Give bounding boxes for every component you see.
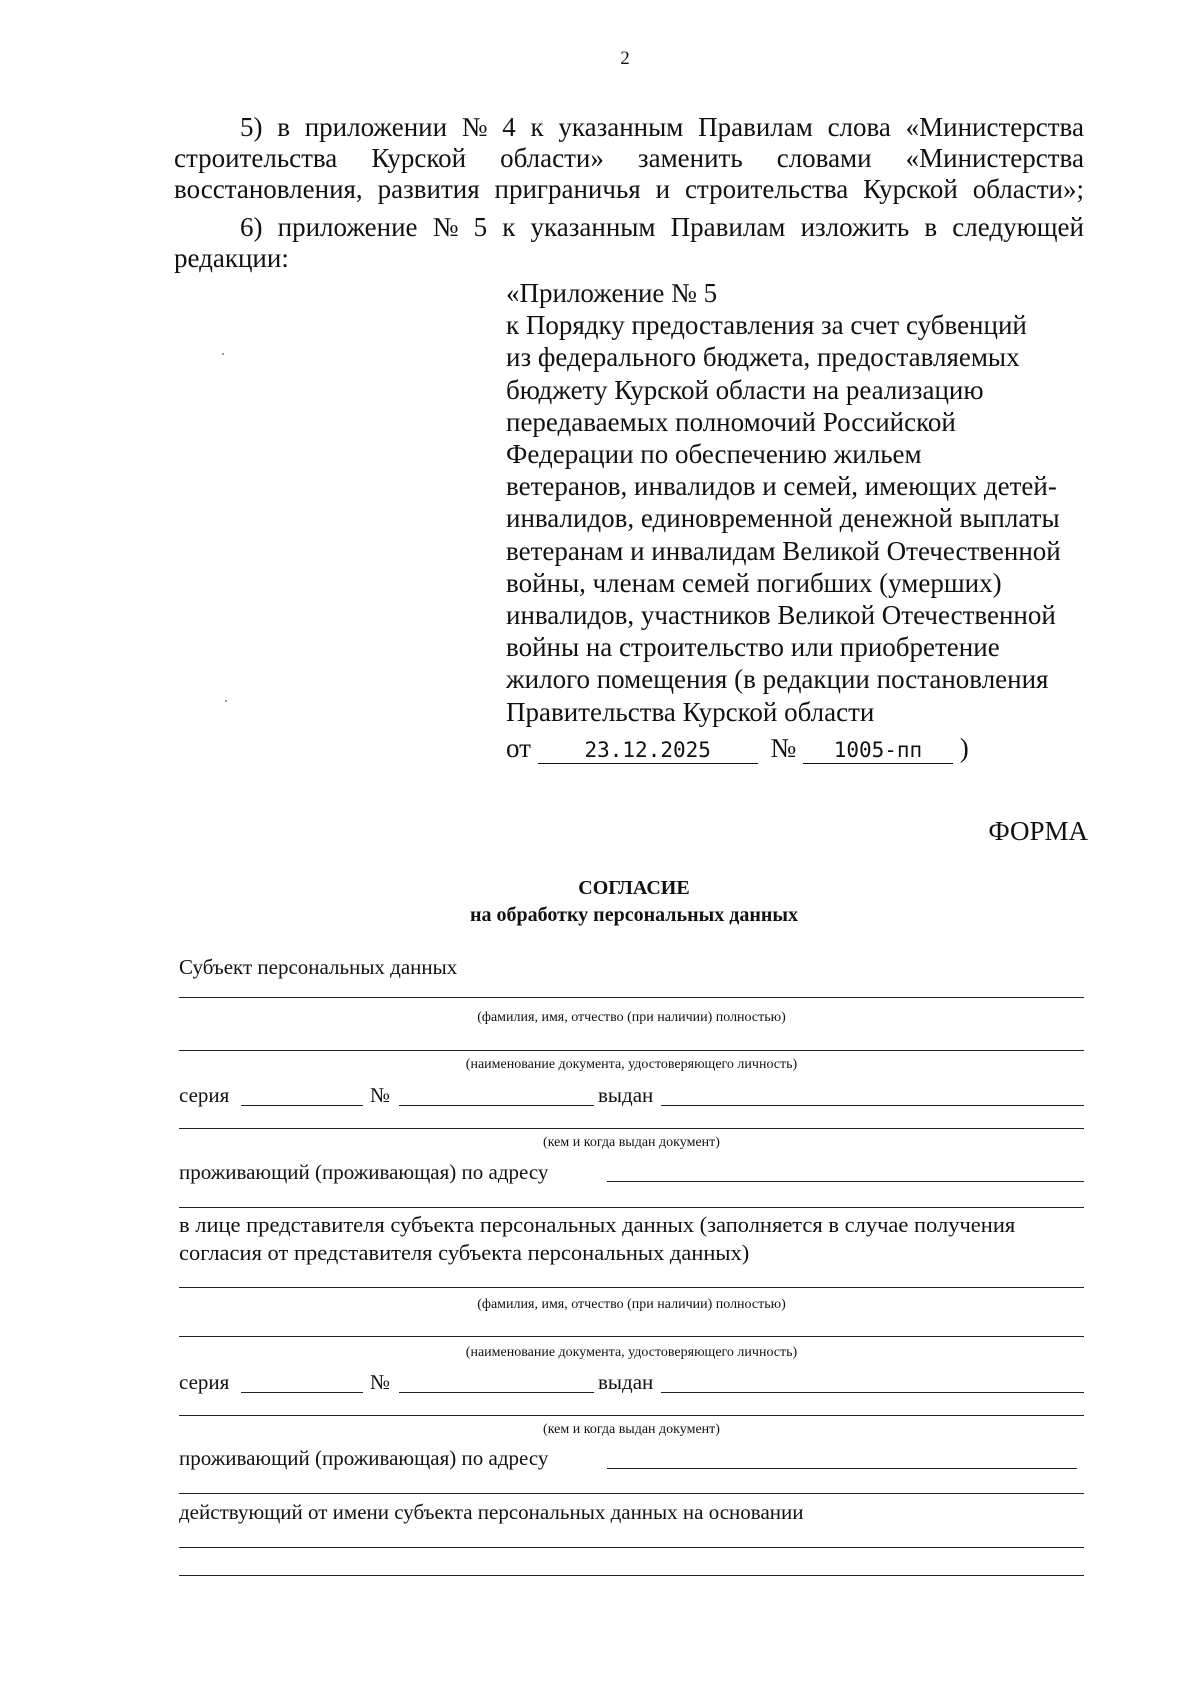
number-sign: № [770, 732, 797, 763]
word: следующей [952, 212, 1084, 242]
word: строительства [684, 174, 849, 204]
word: «Министерства [905, 112, 1084, 142]
annex-line: Федерации по обеспечению жильем [506, 439, 922, 470]
word: приграничья [494, 174, 641, 204]
address-label: проживающий (проживающая) по адресу [179, 1160, 549, 1184]
paragraph-line [174, 112, 1084, 143]
consent-subtitle: на обработку персональных данных [470, 904, 798, 926]
word: в [277, 112, 290, 142]
word: Курской [371, 143, 467, 173]
word: приложение [277, 212, 418, 242]
annex-date: 23.12.2025 [538, 737, 758, 764]
scan-speck [222, 353, 224, 355]
word: 4 [502, 112, 516, 142]
word: Правилам [698, 112, 813, 142]
paragraph-line [174, 143, 1084, 174]
rep-series-label: серия [179, 1370, 230, 1394]
word: указанным [530, 212, 656, 242]
issued-caption: (кем и когда выдан документ) [543, 1135, 720, 1150]
series-field[interactable] [241, 1105, 363, 1106]
word: области»; [972, 174, 1084, 204]
word: восстановления, [174, 174, 363, 204]
subject-fio-field[interactable] [179, 997, 1084, 998]
scan-speck [225, 700, 227, 702]
rep-address-field-cont[interactable] [179, 1493, 1084, 1494]
series-label: серия [179, 1083, 230, 1107]
representative-text-1: в лице представителя субъекта персональных данных (заполняется в случае получения [179, 1212, 1016, 1237]
word: словами [776, 143, 872, 173]
annex-line: передаваемых полномочий Российской [506, 406, 956, 437]
annex-date-line [506, 732, 1106, 764]
document-caption: (наименование документа, удостоверяющего личность) [465, 1057, 798, 1072]
annex-line: «Приложение № 5 [506, 278, 718, 308]
subject-label: Субъект персональных данных [179, 955, 458, 979]
paragraph-line [174, 174, 1084, 205]
annex-line: из федерального бюджета, предоставляемых [506, 342, 1020, 373]
rep-address-label: проживающий (проживающая) по адресу [179, 1446, 549, 1470]
rep-address-field[interactable] [607, 1468, 1077, 1469]
number-field[interactable] [399, 1105, 594, 1106]
fio-caption: (фамилия, имя, отчество (при наличии) полностью) [477, 1010, 786, 1025]
annex-number: 1005-пп [803, 737, 953, 764]
annex-line: к Порядку предоставления за счет субвенций [506, 310, 1027, 341]
acting-label: действующий от имени субъекта персональных данных на основании [179, 1500, 804, 1524]
annex-text [506, 277, 1106, 728]
rep-fio-field[interactable] [179, 1287, 1084, 1288]
annex-line: войны на строительство или приобретение [506, 632, 1000, 663]
word: 5 [473, 212, 488, 242]
paragraph-line [174, 243, 1084, 274]
issued-field[interactable] [661, 1105, 1084, 1106]
word: области» [500, 143, 604, 173]
word: к [530, 112, 544, 142]
annex-heading [506, 277, 1106, 764]
rep-number-label: № [370, 1370, 391, 1394]
word: 6) [240, 212, 263, 242]
paragraph-line [174, 212, 1084, 243]
annex-line: ветеранам и инвалидам Великой Отечественной [506, 535, 1061, 566]
from-label: от [506, 732, 531, 763]
rep-series-field[interactable] [241, 1392, 363, 1393]
word: слова [827, 112, 891, 142]
word: № [432, 212, 459, 242]
issued-label: выдан [598, 1083, 654, 1107]
subject-document-field[interactable] [179, 1050, 1084, 1051]
closing-paren: ) [959, 732, 969, 763]
word: и [655, 174, 671, 204]
paragraph-6 [174, 212, 1084, 274]
word: 5) [240, 112, 263, 142]
representative-text-2: согласия от представителя субъекта персональных данных) [179, 1240, 750, 1265]
word: № [461, 112, 488, 142]
annex-line: ветеранов, инвалидов и семей, имеющих детей- [506, 471, 1057, 502]
rep-issued-label: выдан [598, 1370, 654, 1394]
paragraph-5 [174, 112, 1084, 205]
rep-number-field[interactable] [399, 1392, 594, 1393]
address-field-cont[interactable] [179, 1207, 1084, 1208]
page-number: 2 [620, 48, 630, 69]
form-label: ФОРМА [988, 816, 1088, 846]
consent-title: СОГЛАСИЕ [578, 877, 690, 899]
annex-line: инвалидов, единовременной денежной выплаты [506, 503, 1060, 534]
word: «Министерства [905, 143, 1084, 173]
basis-field-1[interactable] [179, 1547, 1084, 1548]
issued-by-field[interactable] [179, 1128, 1084, 1129]
annex-line: Правительства Курской области [506, 696, 875, 727]
rep-issued-field[interactable] [661, 1392, 1084, 1393]
annex-line: бюджету Курской области на реализацию [506, 374, 984, 405]
word: в [924, 212, 938, 242]
basis-field-2[interactable] [179, 1575, 1084, 1576]
address-field[interactable] [607, 1181, 1084, 1182]
annex-line: инвалидов, участников Великой Отечественной [506, 600, 1056, 631]
word: изложить [800, 212, 910, 242]
word: Правилам [670, 212, 786, 242]
rep-document-caption: (наименование документа, удостоверяющего личность) [465, 1345, 798, 1360]
annex-line: войны, членам семей погибших (умерших) [506, 567, 1002, 598]
rep-fio-caption: (фамилия, имя, отчество (при наличии) полностью) [477, 1297, 786, 1312]
number-label: № [370, 1083, 391, 1107]
word: приложении [304, 112, 448, 142]
word: указанным [558, 112, 684, 142]
word: строительства [174, 143, 338, 173]
word: заменить [637, 143, 743, 173]
rep-document-field[interactable] [179, 1336, 1084, 1337]
rep-issued-by-field[interactable] [179, 1415, 1084, 1416]
word: к [502, 212, 516, 242]
word: Курской [863, 174, 958, 204]
word: редакции: [174, 243, 289, 273]
rep-issued-caption: (кем и когда выдан документ) [543, 1422, 720, 1437]
word: развития [377, 174, 480, 204]
annex-line: жилого помещения (в редакции постановления [506, 664, 1049, 695]
